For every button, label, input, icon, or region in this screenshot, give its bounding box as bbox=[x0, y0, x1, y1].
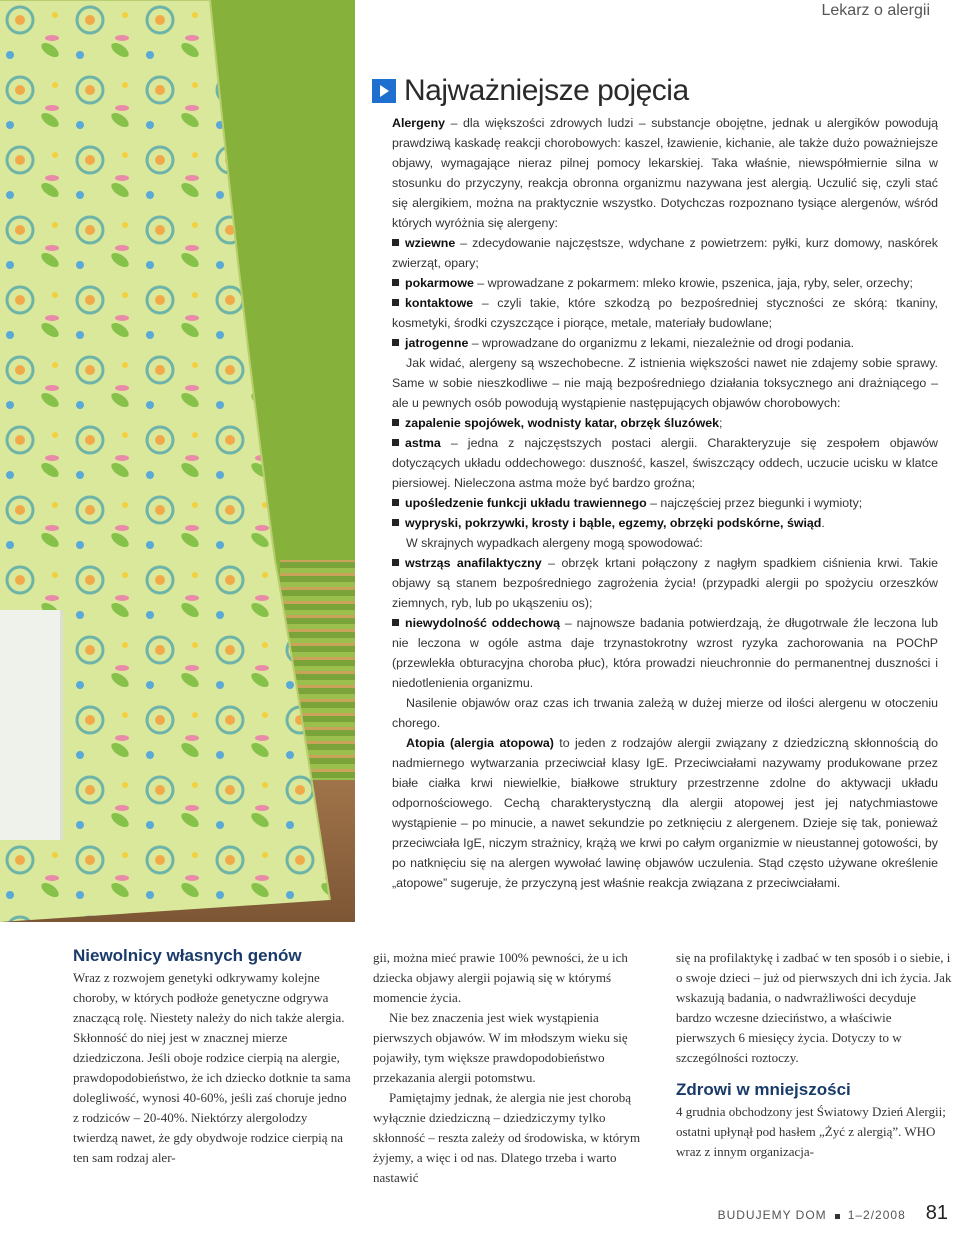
list-term: niewydolność oddechową bbox=[405, 616, 560, 630]
magazine-name: BUDUJEMY DOM bbox=[717, 1208, 827, 1222]
square-bullet-icon bbox=[392, 439, 399, 446]
issue-number: 1–2/2008 bbox=[847, 1208, 906, 1222]
column-1 bbox=[73, 946, 353, 1168]
square-bullet-icon bbox=[392, 299, 399, 306]
square-bullet-icon bbox=[392, 419, 399, 426]
paragraph: Nie bez znaczenia jest wiek wystąpienia pierwszych objawów. W im młodszym wieku się pojawiły, tym większe prawdopodobieństwo przekazania alergii potomstwu. bbox=[373, 1010, 628, 1085]
list-text: ; bbox=[719, 416, 723, 430]
paragraph-text: to jeden z rodzajów alergii związany z dziedziczną skłonnością do nadmiernego wytwarzania przeciwciał klasy IgE. Przeciwciałami nazywamy produkowane przez białe ciałka krwi niewielkie, białkowe struktury przestrzenne zdolne do aktywacji układu odpornościowego. Cechą charakterystyczną dla alergii atopowej jest jej natychmiastowe wystąpienie – po minucie, a nawet sekundzie po zetknięciu z alergenem. Dzieje się tak, ponieważ przeciwciała IgE, niczym strażnicy, krążą we krwi po całym organizmie w nieustannej gotowości, by po natknięciu się na alergen wywołać lawinę objawów uczulenia. Stąd często używane określenie „atopowe” sugeruje, że przyczyną jest właśnie reakcja związana z przeciwciałami. bbox=[392, 736, 939, 890]
column-2 bbox=[373, 948, 648, 1188]
list-text: – wprowadzane z pokarmem: mleko krowie, pszenica, jaja, ryby, seler, orzechy; bbox=[473, 276, 913, 290]
square-bullet-icon bbox=[392, 239, 399, 246]
paragraph-text: – dla większości zdrowych ludzi – substancje obojętne, jednak u alergików powodują prawdziwą kaskadę reakcji chorobowych: kaszel, łzawienie, kichanie, ale także dużo poważniejsze objawy, wymagające nieraz pilnej pomocy lekarskiej. Taka właśnie, niewspółmiernie silna w stosunku do przyczyny, reakcja obronna organizmu nazywana jest alergią. Uczulić się, czyli stać się alergikiem, można na praktycznie wszystko. Dotychczas rozpoznano tysiące alergenów, wśród których wyróżnia się alergeny: bbox=[392, 116, 938, 230]
page-number: 81 bbox=[925, 1202, 948, 1224]
square-bullet-icon bbox=[392, 279, 399, 286]
list-item bbox=[392, 273, 938, 293]
list-text: – czyli takie, które szkodzą po bezpośredniej styczności ze skórą: tkaniny, kosmetyki, środki czyszczące i piorące, metale, materiały budowlane; bbox=[392, 296, 938, 330]
list-item bbox=[392, 553, 938, 613]
square-bullet-icon bbox=[392, 619, 399, 626]
list-item bbox=[392, 293, 938, 333]
term-atopia: Atopia (alergia atopowa) bbox=[406, 736, 554, 750]
list-term: kontaktowe bbox=[405, 296, 474, 310]
box-heading-genes: Niewolnicy własnych genów bbox=[73, 946, 302, 965]
column-3 bbox=[676, 948, 953, 1162]
running-head: Lekarz o alergii bbox=[821, 2, 930, 19]
list-term: zapalenie spojówek, wodnisty katar, obrzęk śluzówek bbox=[405, 416, 719, 430]
square-bullet-icon bbox=[392, 499, 399, 506]
paragraph: Nasilenie objawów oraz czas ich trwania zależą w dużej mierze od ilości alergenu w otoczeniu chorego. bbox=[392, 696, 938, 730]
play-triangle-icon bbox=[372, 79, 396, 103]
list-item bbox=[392, 333, 938, 353]
list-text: – obrzęk krtani połączony z nagłym spadkiem ciśnienia krwi. Takie objawy są stanem bezpośredniego zagrożenia życia! (przypadki alergii po spożyciu orzeszków ziemnych, ryb, lub po ukąszeniu os); bbox=[392, 556, 938, 610]
list-text: – najczęściej przez biegunki i wymioty; bbox=[646, 496, 863, 510]
list-item bbox=[392, 513, 938, 533]
section-heading: Najważniejsze pojęcia bbox=[404, 74, 689, 107]
paragraph-allergens bbox=[392, 113, 938, 233]
list-term: upośledzenie funkcji układu trawiennego bbox=[405, 496, 647, 510]
square-bullet-icon bbox=[392, 559, 399, 566]
box-heading-healthy: Zdrowi w mniejszości bbox=[676, 1080, 851, 1099]
list-term: wypryski, pokrzywki, krosty i bąble, egzemy, obrzęki podskórne, świąd bbox=[405, 516, 822, 530]
page-footer bbox=[718, 1202, 948, 1225]
paragraph: W skrajnych wypadkach alergeny mogą spowodować: bbox=[406, 536, 703, 550]
list-item bbox=[392, 413, 938, 433]
list-item bbox=[392, 233, 938, 273]
paragraph: 4 grudnia obchodzony jest Światowy Dzień Alergii; ostatni upłynął pod hasłem „Żyć z alergią”. WHO wraz z innym organizacja- bbox=[676, 1104, 946, 1159]
list-term: astma bbox=[405, 436, 441, 450]
list-item bbox=[392, 613, 938, 693]
list-text: – jedna z najczęstszych postaci alergii. Charakteryzuje się zespołem objawów dotyczących układu oddechowego: duszność, kaszel, świszczący oddech, uczucie ucisku w klatce piersiowej. Nieleczona astma może być bardzo groźna; bbox=[392, 436, 938, 490]
list-item bbox=[392, 493, 938, 513]
square-bullet-icon bbox=[392, 519, 399, 526]
curtain-photo bbox=[0, 0, 355, 922]
paragraph: gii, można mieć prawie 100% pewności, że u ich dziecka objawy alergii pojawią się w którymś momencie życia. bbox=[373, 950, 628, 1005]
section-title bbox=[372, 74, 689, 108]
paragraph: się na profilaktykę i zadbać w ten sposób i o siebie, i o swoje dzieci – już od pierwszych dni ich życia. Jak wskazują badania, o nadwrażliwości decyduje bardzo wczesne dzieciństwo, a właściwie pierwszych 6 miesięcy życia. Dotyczy to w szczególności roztoczy. bbox=[676, 950, 952, 1065]
list-text: – najnowsze badania potwierdzają, że długotrwale źle leczona lub nie leczona w ogóle astma daje trzynastokrotny wzrost ryzyka zachorowania na POChP (przewlekła obturacyjna choroba płuc), która prowadzi nieuchronnie do permanentnej duszności i niedotlenienia organizmu. bbox=[392, 616, 938, 690]
article-body bbox=[392, 113, 938, 893]
list-item bbox=[392, 433, 938, 493]
list-term: wziewne bbox=[405, 236, 456, 250]
paragraph-atopy bbox=[392, 733, 938, 893]
list-term: pokarmowe bbox=[405, 276, 474, 290]
paragraph: Pamiętajmy jednak, że alergia nie jest chorobą wyłącznie dziedziczną – dziedziczymy tylko skłonność – reszta zależy od środowiska, w którym żyjemy, a więc i od nas. Dlatego trzeba i warto nastawić bbox=[373, 1090, 641, 1185]
square-bullet-icon bbox=[392, 339, 399, 346]
crib bbox=[0, 610, 63, 840]
list-term: wstrząs anafilaktyczny bbox=[405, 556, 542, 570]
list-text: . bbox=[821, 516, 825, 530]
term-alergeny: Alergeny bbox=[392, 116, 446, 130]
list-text: – zdecydowanie najczęstsze, wdychane z powietrzem: pyłki, kurz domowy, naskórek zwierząt, opary; bbox=[392, 236, 938, 270]
square-bullet-icon bbox=[835, 1214, 840, 1219]
list-text: – wprowadzane do organizmu z lekami, niezależnie od drogi podania. bbox=[468, 336, 855, 350]
paragraph: Jak widać, alergeny są wszechobecne. Z istnienia większości nawet nie zdajemy sobie sprawy. Same w sobie nieszkodliwe – nie mają bezpośredniego działania toksycznego ani drażniącego – ale u pewnych osób powodują wystąpienie następujących objawów chorobowych: bbox=[392, 356, 938, 410]
list-term: jatrogenne bbox=[405, 336, 469, 350]
paragraph: Wraz z rozwojem genetyki odkrywamy kolejne choroby, w których podłoże genetyczne odgrywa znaczącą rolę. Niestety należy do nich także alergia. Skłonność do niej jest w znacznej mierze dziedziczona. Jeśli oboje rodzice cierpią na alergie, prawdopodobieństwo, że ich dziecko dotknie ta sama dolegliwość, wynosi 40-60%, jeśli zaś choruje jedno z rodziców – 20-40%. Niektórzy alergolodzy twierdzą nawet, że gdy obydwoje rodzice cierpią na ten sam rodzaj aler- bbox=[73, 970, 351, 1165]
